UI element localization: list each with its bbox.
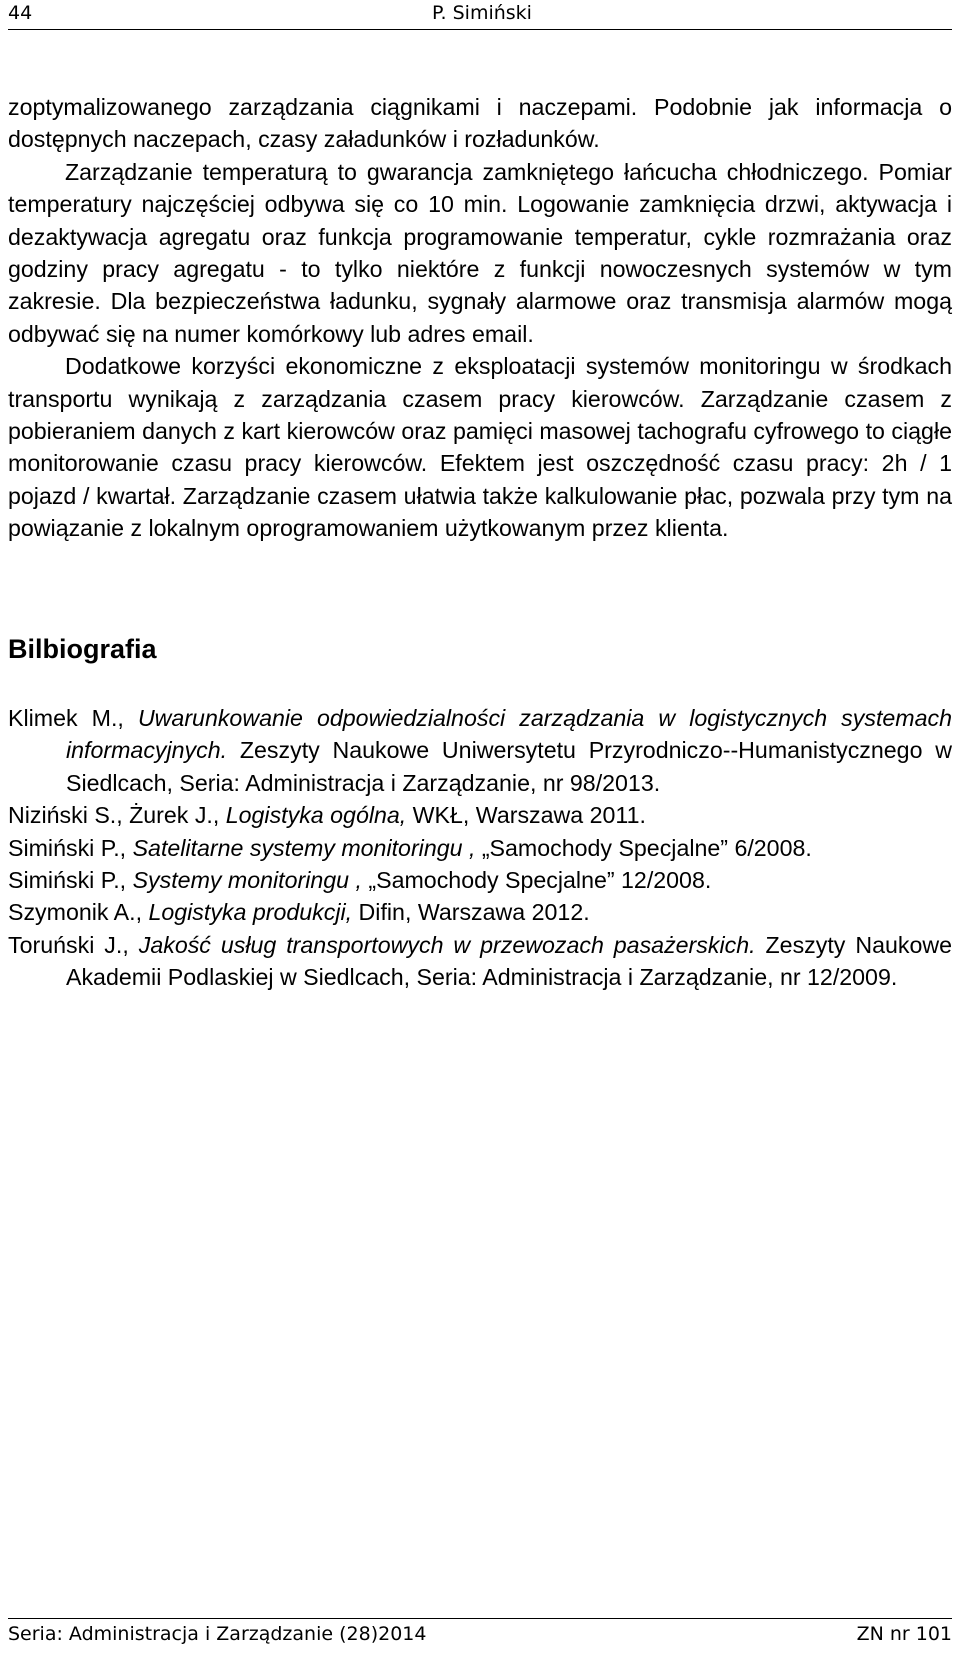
bibliography-entry — [8, 864, 952, 896]
entry-details: Zeszyty Naukowe Akademii Podlaskiej w Siedlcach, Seria: Administracja i Zarządzanie, nr 12/2009. — [66, 931, 953, 991]
bibliography-entry — [8, 702, 952, 799]
footer-divider — [8, 1618, 952, 1619]
body-text — [8, 91, 952, 545]
issue-number: ZN nr 101 — [856, 1623, 952, 1645]
page-number: 44 — [8, 2, 33, 24]
bibliography-entry — [8, 896, 952, 928]
entry-title: Jakość usług transportowych w przewozach pasażerskich. — [138, 931, 756, 958]
bibliography-entry — [8, 832, 952, 864]
entry-details: „Samochody Specjalne” 6/2008. — [475, 834, 812, 861]
entry-author: Toruński J., — [8, 931, 139, 958]
entry-author: Szymonik A., — [8, 899, 149, 926]
paragraph: zoptymalizowanego zarządzania ciągnikami i naczepami. Podobnie jak informacja o dostępnych naczepach, czasy załadunków i rozładunków. — [8, 94, 952, 153]
entry-title: Logistyka ogólna, — [225, 802, 407, 829]
entry-title: Systemy monitoringu , — [132, 867, 362, 894]
paragraph: Zarządzanie temperaturą to gwarancja zamkniętego łańcucha chłodniczego. Pomiar temperatury najczęściej odbywa się co 10 min. Logowanie zamknięcia drzwi, aktywacja i dezaktywacja agregatu oraz funkcja programowanie temperatur, cykle rozmrażania oraz godziny pracy agregatu - to tylko niektóre z funkcji nowoczesnych systemów w tym zakresie. Dla bezpieczeństwa ładunku, sygnały alarmowe oraz transmisja alarmów mogą odbywać się na numer komórkowy lub adres email. — [8, 158, 952, 347]
entry-title: Uwarunkowanie odpowiedzialności zarządzania w logistycznych systemach informacyjnych. — [66, 705, 952, 764]
entry-author: Klimek M., — [8, 705, 138, 731]
bibliography-entry — [8, 929, 952, 994]
entry-details: Zeszyty Naukowe Uniwersytetu Przyrodniczo--Humanistycznego w Siedlcach, Seria: Administracja i Zarządzanie, nr 98/2013. — [66, 737, 952, 796]
entry-author: Niziński S., Żurek J., — [8, 802, 226, 829]
header-divider — [8, 29, 952, 30]
bibliography-list — [8, 702, 952, 994]
bibliography-heading: Bilbiografia — [8, 634, 157, 664]
bibliography-entry — [8, 799, 952, 831]
running-title: P. Simiński — [432, 2, 532, 24]
entry-details: WKŁ, Warszawa 2011. — [406, 802, 646, 829]
entry-author: Simiński P., — [8, 834, 133, 861]
entry-details: Difin, Warszawa 2012. — [352, 899, 590, 926]
paragraph: Dodatkowe korzyści ekonomiczne z eksploatacji systemów monitoringu w środkach transportu wynikają z zarządzania czasem pracy kierowców. Zarządzanie czasem z pobieraniem danych z kart kierowców oraz pamięci masowej tachografu cyfrowego to ciągłe monitorowanie czasu pracy kierowców. Efektem jest oszczędność czasu pracy: 2h / 1 pojazd / kwartał. Zarządzanie czasem ułatwia także kalkulowanie płac, pozwala przy tym na powiązanie z lokalnym oprogramowaniem użytkowanym przez klienta. — [8, 353, 952, 542]
entry-author: Simiński P., — [8, 867, 133, 894]
journal-series: Seria: Administracja i Zarządzanie (28)2014 — [8, 1623, 427, 1645]
entry-title: Logistyka produkcji, — [148, 899, 353, 926]
entry-details: „Samochody Specjalne” 12/2008. — [361, 867, 712, 894]
page-header — [8, 0, 956, 30]
entry-title: Satelitarne systemy monitoringu , — [132, 834, 476, 861]
